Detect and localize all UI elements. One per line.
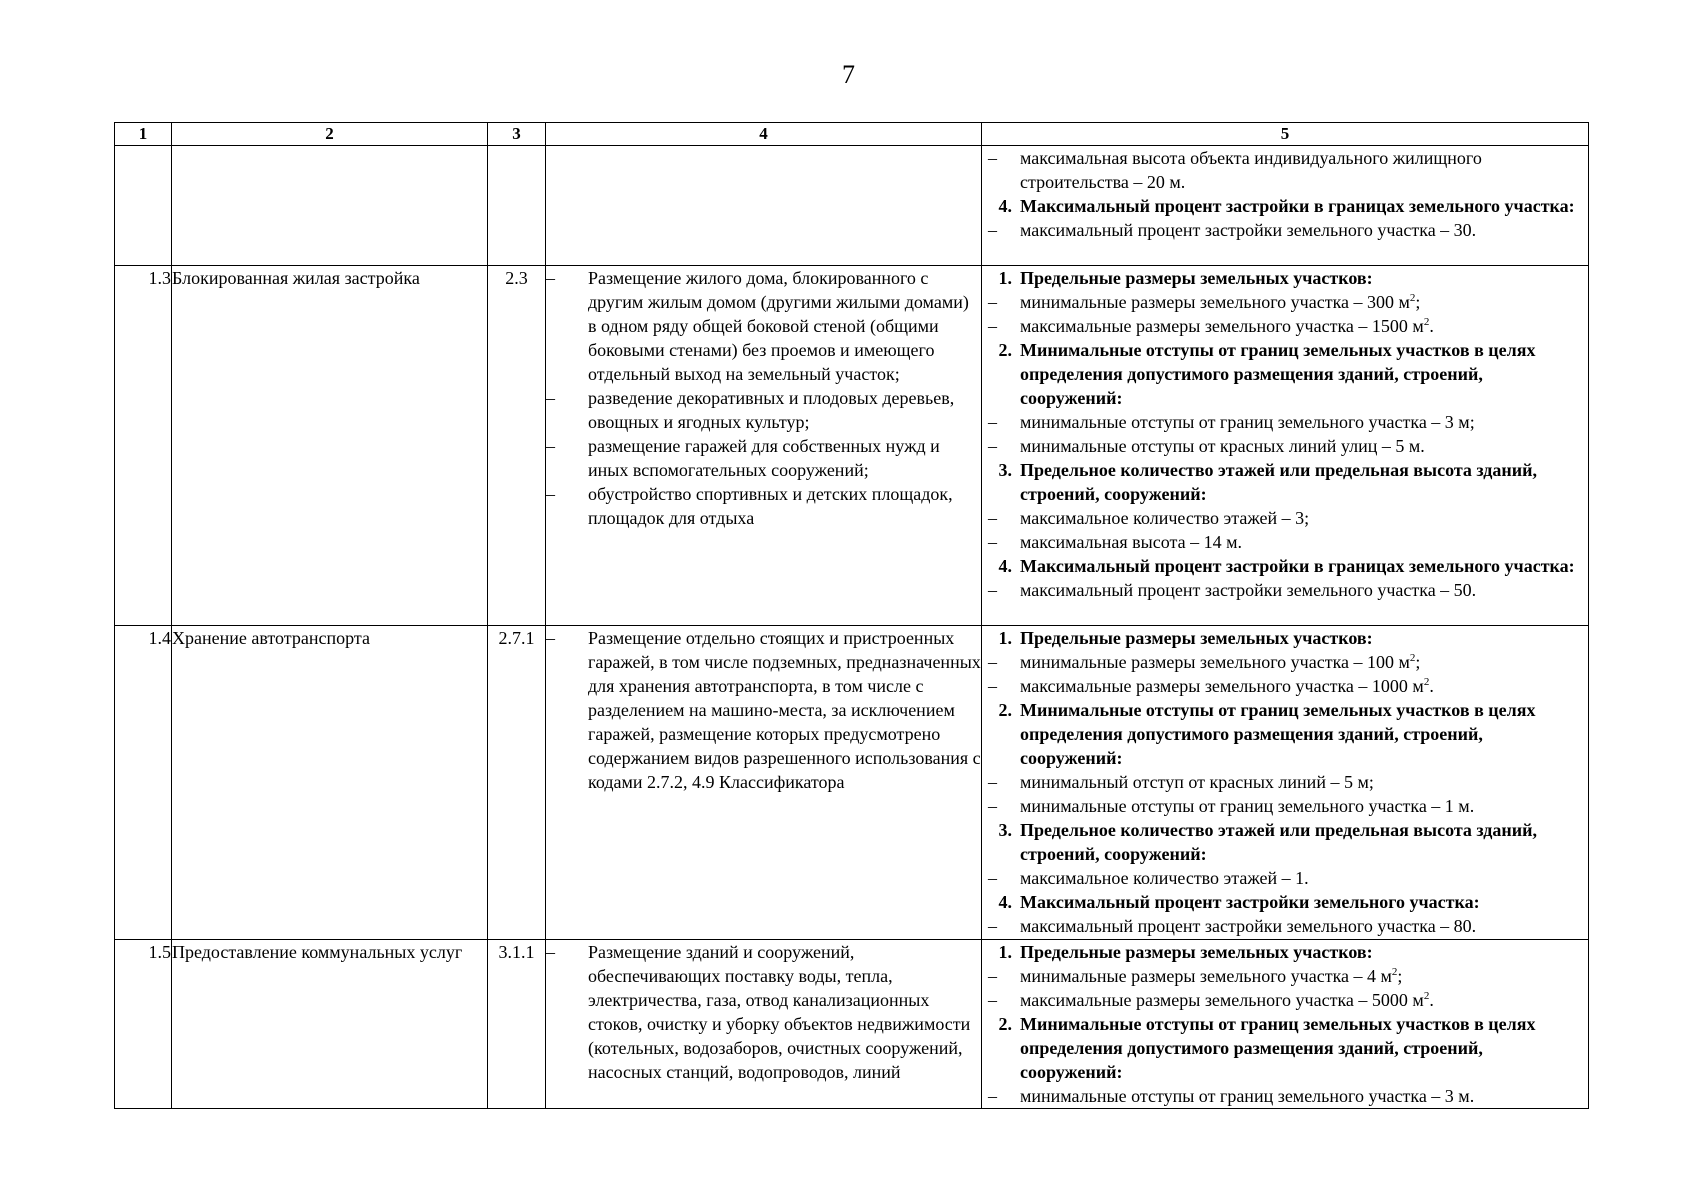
parameter-item [982,914,1588,938]
parameter-item [982,674,1588,698]
parameter-text [1020,770,1588,794]
dash-marker: – [988,412,997,432]
parameter-text-main: минимальные отступы от красных линий улиц – 5 м. [1020,436,1425,456]
dash-marker: – [546,484,555,504]
description-text: разведение декоративных и плодовых деревьев, овощных и ягодных культур; [588,388,955,432]
parameter-text [1020,988,1588,1012]
dash-marker: – [988,508,997,528]
table-row [115,626,1589,940]
dash-marker: – [988,148,997,168]
parameter-text-main: Минимальные отступы от границ земельных участков в целях определения допустимого размещения зданий, строений, сооружений: [1020,700,1536,768]
parameter-heading [982,458,1588,506]
dash-marker: – [988,990,997,1010]
parameter-text [1020,506,1588,530]
dash-marker: – [546,388,555,408]
parameter-text-main: максимальные размеры земельного участка – 1500 м [1020,316,1424,336]
column-header: 2 [172,123,488,146]
parameter-text [1020,410,1588,434]
description-text: Размещение зданий и сооружений, обеспечивающих поставку воды, тепла, электричества, газа, отвод канализационных стоков, очистку и уборку объектов недвижимости (котельных, водозаборов, очистных сооружений, насосных станций, водопроводов, линий [588,942,971,1082]
dash-marker: – [988,292,997,312]
heading-number: 4. [998,892,1012,912]
table-header-row [115,123,1589,146]
parameter-item [982,964,1588,988]
table-row [115,940,1589,1109]
parameter-text-main: Минимальные отступы от границ земельных участков в целях определения допустимого размещения зданий, строений, сооружений: [1020,1014,1536,1082]
parameter-text [1020,314,1588,338]
parameter-text-main: максимальное количество этажей – 1. [1020,868,1309,888]
description-item [546,266,981,386]
description-text: Размещение отдельно стоящих и пристроенных гаражей, в том числе подземных, предназначенных для хранения автотранспорта, в том числе с разделением на машино-места, за исключением гаражей, размещение которых предусмотрено содержанием видов разрешенного использования с кодами 2.7.2, 4.9 Классификатора [588,628,981,792]
parameters-cell [982,626,1589,940]
use-type-name: Блокированная жилая застройка [172,266,488,626]
parameter-text [1020,866,1588,890]
dash-marker: – [988,436,997,456]
use-type-name: Предоставление коммунальных услуг [172,940,488,1109]
row-number: 1.5 [115,940,172,1109]
parameter-item [982,410,1588,434]
parameters-cell [982,940,1589,1109]
parameter-text-main: Предельные размеры земельных участков: [1020,628,1373,648]
parameter-heading [982,194,1588,218]
row-number: 1.4 [115,626,172,940]
description-text: Размещение жилого дома, блокированного с другим жилым домом (другими жилыми домами) в одном ряду общей боковой стеной (общими боковыми стенами) без проемов и имеющего отдельный выход на земельный участок; [588,268,969,384]
parameter-text-main: Предельные размеры земельных участков: [1020,942,1373,962]
table-row [115,146,1589,266]
parameter-text-main: максимальный процент застройки земельного участка – 30. [1020,220,1477,240]
parameter-heading [982,338,1588,410]
superscript: 2 [1423,676,1430,688]
parameter-text-main: максимальная высота – 14 м. [1020,532,1242,552]
parameter-item [982,1084,1588,1108]
parameter-text [1020,578,1588,602]
row-number: 1.3 [115,266,172,626]
parameter-text [1020,554,1588,578]
heading-number: 2. [998,700,1012,720]
dash-marker: – [988,676,997,696]
parameter-text-main: минимальные размеры земельного участка – 300 м [1020,292,1410,312]
use-type-name: Хранение автотранспорта [172,626,488,940]
parameter-text-main: максимальные размеры земельного участка – 5000 м [1020,990,1424,1010]
parameter-heading [982,554,1588,578]
parameter-text [1020,650,1588,674]
parameter-text-tail: . [1429,676,1434,696]
classifier-code: 2.3 [488,266,546,626]
dash-marker: – [988,580,997,600]
parameter-text-tail: . [1429,990,1434,1010]
parameter-item [982,146,1588,194]
superscript: 2 [1409,652,1416,664]
parameter-text-main: максимальный процент застройки земельного участка – 80. [1020,916,1477,936]
column-header: 1 [115,123,172,146]
parameters-cell [982,266,1589,626]
parameter-text-tail: . [1429,316,1434,336]
dash-marker: – [988,316,997,336]
dash-marker: – [988,966,997,986]
parameter-text [1020,626,1588,650]
parameter-text [1020,266,1588,290]
superscript: 2 [1409,292,1416,304]
parameter-text-main: минимальные отступы от границ земельного участка – 3 м; [1020,412,1475,432]
parameter-item [982,650,1588,674]
parameter-text [1020,964,1588,988]
parameter-item [982,290,1588,314]
parameter-text [1020,458,1588,506]
parameter-text-main: минимальные размеры земельного участка – 100 м [1020,652,1410,672]
use-type-name [172,146,488,266]
parameter-text-main: максимальное количество этажей – 3; [1020,508,1310,528]
dash-marker: – [988,796,997,816]
parameter-text-main: Максимальный процент застройки в границах земельного участка: [1020,196,1575,216]
parameter-text-main: Минимальные отступы от границ земельных участков в целях определения допустимого размещения зданий, строений, сооружений: [1020,340,1536,408]
heading-number: 1. [998,628,1012,648]
column-header: 5 [982,123,1589,146]
parameter-text-main: максимальный процент застройки земельного участка – 50. [1020,580,1477,600]
parameter-text [1020,290,1588,314]
dash-marker: – [546,436,555,456]
parameter-heading [982,1012,1588,1084]
parameter-text [1020,914,1588,938]
column-header: 4 [546,123,982,146]
parameter-text [1020,794,1588,818]
parameter-text-tail: ; [1415,292,1421,312]
dash-marker: – [988,652,997,672]
parameter-text-main: Предельное количество этажей или предельная высота зданий, строений, сооружений: [1020,820,1538,864]
parameter-item [982,506,1588,530]
parameter-text [1020,530,1588,554]
parameter-text-main: минимальные размеры земельного участка – 4 м [1020,966,1392,986]
heading-number: 4. [998,196,1012,216]
heading-number: 1. [998,268,1012,288]
parameter-text [1020,194,1588,218]
parameter-text [1020,146,1588,194]
table-body [115,146,1589,1109]
dash-marker: – [988,1086,997,1106]
superscript: 2 [1423,990,1430,1002]
regulations-table [114,122,1589,1109]
use-description [546,266,982,626]
parameter-text-main: Предельное количество этажей или предельная высота зданий, строений, сооружений: [1020,460,1538,504]
parameter-item [982,866,1588,890]
classifier-code [488,146,546,266]
dash-marker: – [988,220,997,240]
parameter-item [982,794,1588,818]
heading-number: 3. [998,460,1012,480]
parameter-text-main: Максимальный процент застройки в границах земельного участка: [1020,556,1575,576]
description-text: обустройство спортивных и детских площадок, площадок для отдыха [588,484,953,528]
parameter-text [1020,1012,1588,1084]
parameter-item [982,314,1588,338]
classifier-code: 3.1.1 [488,940,546,1109]
heading-number: 1. [998,942,1012,962]
parameter-text [1020,698,1588,770]
parameter-heading [982,818,1588,866]
parameter-item [982,434,1588,458]
description-item [546,434,981,482]
table-row [115,266,1589,626]
parameter-heading [982,890,1588,914]
heading-number: 3. [998,820,1012,840]
parameter-text-main: минимальный отступ от красных линий – 5 м; [1020,772,1374,792]
dash-marker: – [546,942,555,962]
heading-number: 4. [998,556,1012,576]
use-description [546,940,982,1109]
classifier-code: 2.7.1 [488,626,546,940]
parameter-text [1020,1084,1588,1108]
parameter-item [982,988,1588,1012]
parameter-text-main: Предельные размеры земельных участков: [1020,268,1373,288]
dash-marker: – [988,772,997,792]
dash-marker: – [546,628,555,648]
description-item [546,940,981,1084]
parameter-text-main: минимальные отступы от границ земельного участка – 3 м. [1020,1086,1475,1106]
parameter-text-tail: ; [1415,652,1421,672]
parameter-heading [982,698,1588,770]
parameter-text-tail: ; [1397,966,1403,986]
parameter-text [1020,338,1588,410]
parameter-heading [982,626,1588,650]
parameter-item [982,770,1588,794]
parameter-text [1020,218,1588,242]
use-description [546,626,982,940]
column-header: 3 [488,123,546,146]
parameter-text-main: максимальные размеры земельного участка – 1000 м [1020,676,1424,696]
heading-number: 2. [998,1014,1012,1034]
description-item [546,482,981,530]
description-item [546,626,981,794]
row-number [115,146,172,266]
parameter-text [1020,434,1588,458]
description-item [546,386,981,434]
description-text: размещение гаражей для собственных нужд и иных вспомогательных сооружений; [588,436,940,480]
parameter-heading [982,940,1588,964]
parameter-text-main: Максимальный процент застройки земельного участка: [1020,892,1480,912]
parameter-item [982,578,1588,602]
parameter-text [1020,674,1588,698]
dash-marker: – [546,268,555,288]
dash-marker: – [988,868,997,888]
parameter-text [1020,890,1588,914]
parameter-text-main: минимальные отступы от границ земельного участка – 1 м. [1020,796,1475,816]
superscript: 2 [1423,316,1430,328]
page-number: 7 [842,60,855,89]
parameter-text-main: максимальная высота объекта индивидуального жилищного строительства – 20 м. [1020,148,1482,192]
heading-number: 2. [998,340,1012,360]
use-description [546,146,982,266]
dash-marker: – [988,916,997,936]
dash-marker: – [988,532,997,552]
parameter-text [1020,818,1588,866]
parameters-cell [982,146,1589,266]
parameter-text [1020,940,1588,964]
parameter-item [982,530,1588,554]
superscript: 2 [1391,966,1398,978]
parameter-heading [982,266,1588,290]
parameter-item [982,218,1588,242]
